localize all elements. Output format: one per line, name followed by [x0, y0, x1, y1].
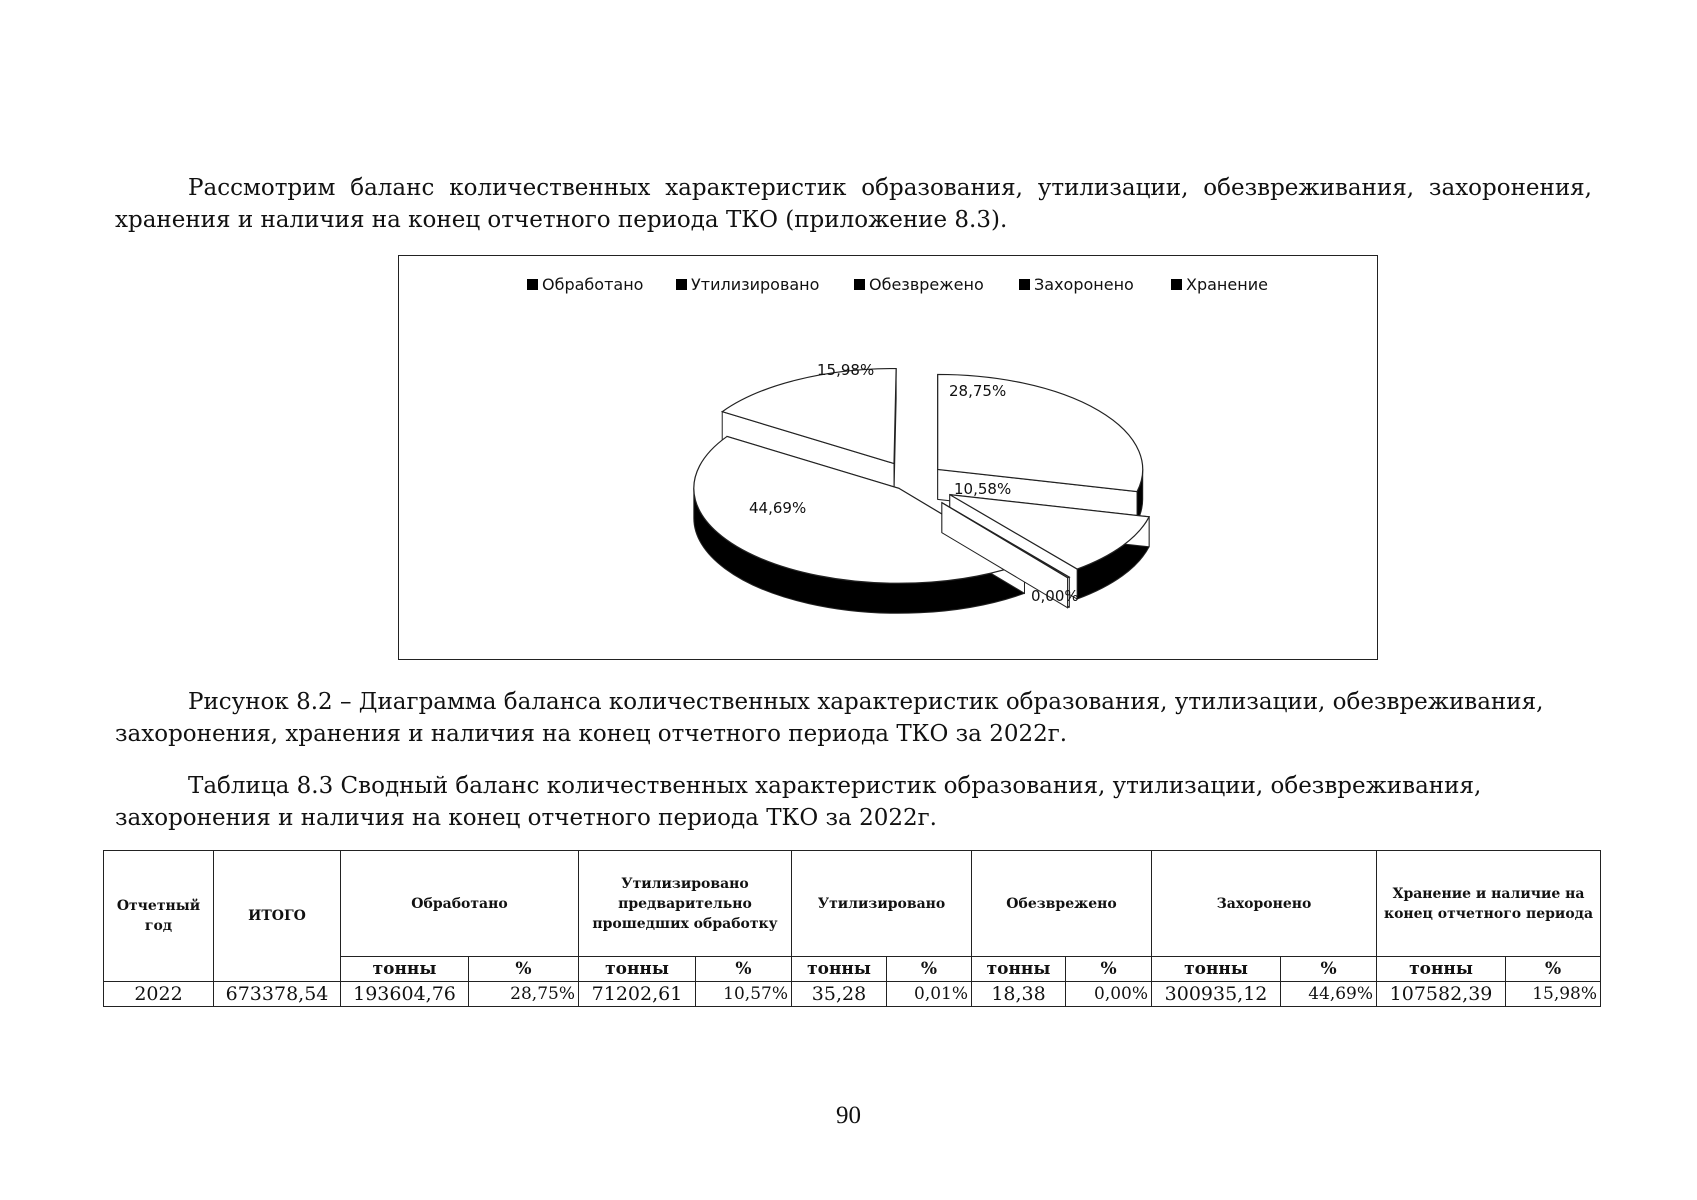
cell-neutralized-tons: 18,38 [972, 982, 1066, 1007]
legend-item [527, 275, 643, 294]
legend-label: Хранение [1186, 275, 1268, 294]
intro-line-2: хранения и наличия на конец отчетного периода ТКО (приложение 8.3). [115, 207, 1008, 233]
legend-swatch [1171, 279, 1182, 290]
cell-utilized-pct: 0,01% [887, 982, 972, 1007]
cell-utilized-pre-tons: 71202,61 [579, 982, 696, 1007]
table-title [115, 770, 1592, 834]
unit-pct: % [696, 957, 792, 982]
chart-slices [694, 369, 1149, 614]
caption-line-2: захоронения, хранения и наличия на конец отчетного периода ТКО за 2022г. [115, 721, 1068, 747]
intro-line-1: Рассмотрим баланс количественных характеристик образования, утилизации, обезвреживания, захоронения, [188, 175, 1592, 201]
header-processed: Обработано [341, 851, 579, 957]
unit-pct: % [1506, 957, 1601, 982]
cell-storage-pct: 15,98% [1506, 982, 1601, 1007]
header-utilized-pre: Утилизировано предварительно прошедших обработку [579, 851, 792, 957]
cell-processed-pct: 28,75% [469, 982, 579, 1007]
slice-label: 10,58% [954, 480, 1012, 498]
cell-total: 673378,54 [214, 982, 341, 1007]
header-total: ИТОГО [214, 851, 341, 982]
cell-storage-tons: 107582,39 [1377, 982, 1506, 1007]
unit-tons: тонны [1152, 957, 1281, 982]
header-year: Отчетный год [104, 851, 214, 982]
legend-swatch [676, 279, 687, 290]
legend-item [1019, 275, 1134, 294]
unit-pct: % [887, 957, 972, 982]
cell-buried-pct: 44,69% [1281, 982, 1377, 1007]
unit-tons: тонны [341, 957, 469, 982]
unit-pct: % [1281, 957, 1377, 982]
legend-label: Обработано [542, 275, 644, 294]
slice-label: 44,69% [749, 499, 807, 517]
pie-chart-svg [399, 256, 1379, 661]
legend-label: Захоронено [1034, 275, 1134, 294]
unit-tons: тонны [1377, 957, 1506, 982]
legend-label: Обезврежено [869, 275, 984, 294]
slice-label: 0,00% [1031, 587, 1079, 605]
unit-tons: тонны [579, 957, 696, 982]
pie-chart [398, 255, 1378, 660]
legend-item [854, 275, 984, 294]
legend-swatch [1019, 279, 1030, 290]
slice-label: 28,75% [949, 382, 1007, 400]
unit-tons: тонны [792, 957, 887, 982]
legend-item [676, 275, 819, 294]
header-buried: Захоронено [1152, 851, 1377, 957]
page-number: 90 [836, 1102, 861, 1129]
slice-label: 15,98% [817, 361, 875, 379]
legend-item [1171, 275, 1268, 294]
unit-pct: % [1066, 957, 1152, 982]
legend-swatch [854, 279, 865, 290]
table-title-line-1: Таблица 8.3 Сводный баланс количественных характеристик образования, утилизации, обезвреживания, [188, 773, 1482, 799]
legend-swatch [527, 279, 538, 290]
cell-utilized-pre-pct: 10,57% [696, 982, 792, 1007]
balance-table [103, 850, 1601, 1007]
header-neutralized: Обезврежено [972, 851, 1152, 957]
caption-line-1: Рисунок 8.2 – Диаграмма баланса количественных характеристик образования, утилизации, обезвреживания, [188, 689, 1544, 715]
cell-buried-tons: 300935,12 [1152, 982, 1281, 1007]
intro-paragraph [115, 172, 1592, 236]
cell-year: 2022 [104, 982, 214, 1007]
legend-label: Утилизировано [691, 275, 820, 294]
header-storage: Хранение и наличие на конец отчетного периода [1377, 851, 1601, 957]
unit-tons: тонны [972, 957, 1066, 982]
unit-pct: % [469, 957, 579, 982]
header-utilized: Утилизировано [792, 851, 972, 957]
cell-processed-tons: 193604,76 [341, 982, 469, 1007]
table-row [104, 982, 1601, 1007]
figure-caption [115, 686, 1592, 750]
table-title-line-2: захоронения и наличия на конец отчетного периода ТКО за 2022г. [115, 805, 937, 831]
cell-utilized-tons: 35,28 [792, 982, 887, 1007]
chart-legend [527, 275, 1268, 294]
cell-neutralized-pct: 0,00% [1066, 982, 1152, 1007]
